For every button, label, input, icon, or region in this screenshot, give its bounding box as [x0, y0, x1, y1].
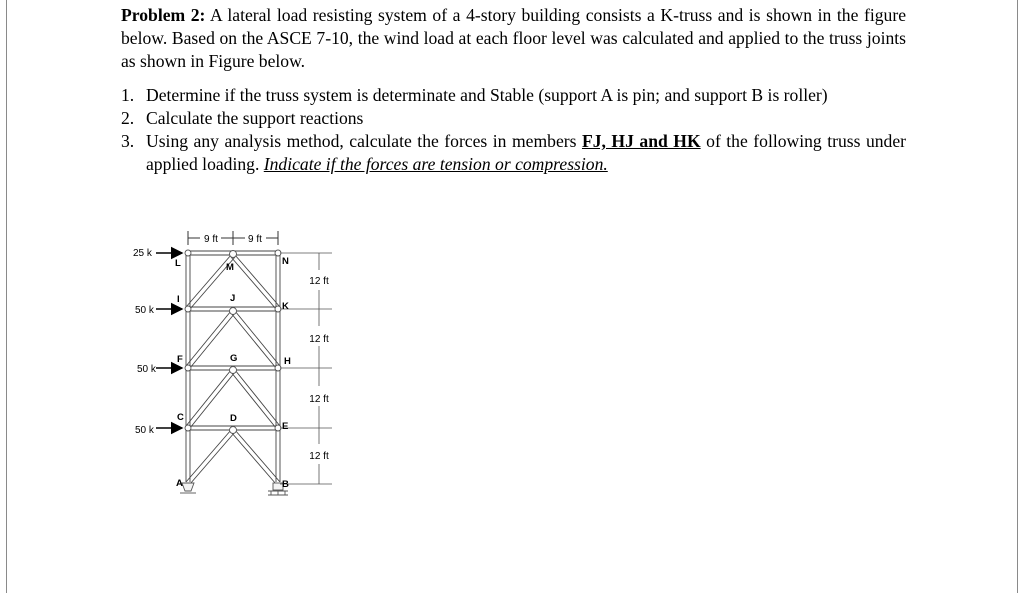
- page-right-border: [1017, 0, 1018, 593]
- problem-label: Problem 2:: [121, 5, 206, 25]
- truss-figure: [120, 226, 340, 511]
- task-item-3: [121, 130, 906, 176]
- joint-label-M: M: [226, 262, 234, 273]
- truss-diagram: [120, 226, 340, 511]
- joint-label-I: I: [177, 294, 180, 305]
- joint-label-A: A: [176, 478, 183, 489]
- load-arrows: [156, 253, 182, 428]
- joint-label-F: F: [177, 354, 183, 365]
- height-dimension: [280, 253, 332, 484]
- joint-label-G: G: [230, 353, 238, 364]
- task-text-2: Calculate the support reactions: [146, 108, 364, 128]
- problem-intro-text: A lateral load resisting system of a 4-story building consists a K-truss and is shown in the figure below. Based on the ASCE 7-10, the wind load at each floor level was calculated and applied to the truss joints as shown in Figure below.: [121, 5, 907, 71]
- task-item-1: [121, 84, 906, 107]
- joint-label-K: K: [282, 301, 289, 312]
- height-label-1: 12 ft: [309, 451, 329, 462]
- task-italic-note: Indicate if the forces are tension or compression.: [263, 154, 608, 174]
- load-label-3: 50 k: [135, 305, 154, 316]
- problem-intro: [121, 4, 906, 73]
- task-text-3a: Using any analysis method, calculate the forces in members: [146, 131, 582, 151]
- joint-label-E: E: [282, 421, 289, 432]
- load-label-2: 50 k: [137, 364, 156, 375]
- height-label-2: 12 ft: [309, 394, 329, 405]
- dim-label-right: 9 ft: [248, 234, 262, 245]
- task-number-1: 1.: [121, 85, 135, 105]
- joint-label-J: J: [230, 293, 236, 304]
- task-item-2: [121, 107, 906, 130]
- joint-label-L: L: [175, 258, 181, 269]
- task-members: FJ, HJ and HK: [581, 131, 701, 151]
- task-number-3: 3.: [121, 131, 135, 151]
- joint-label-N: N: [282, 256, 289, 267]
- load-label-top: 25 k: [133, 248, 152, 259]
- joint-label-D: D: [230, 413, 237, 424]
- joint-label-H: H: [284, 356, 291, 367]
- problem-text: [121, 4, 906, 176]
- load-label-1: 50 k: [135, 425, 154, 436]
- page-left-border: [6, 0, 7, 593]
- joint-label-C: C: [177, 412, 184, 423]
- height-label-3: 12 ft: [309, 334, 329, 345]
- task-text-3b: of the following truss under applied loading.: [146, 131, 907, 174]
- task-number-2: 2.: [121, 108, 135, 128]
- height-label-4: 12 ft: [309, 276, 329, 287]
- dim-label-left: 9 ft: [204, 234, 218, 245]
- task-list: [121, 84, 906, 176]
- top-dimension: [188, 231, 278, 245]
- truss-joints: [185, 250, 281, 434]
- joint-label-B: B: [282, 479, 289, 490]
- task-text-1: Determine if the truss system is determinate and Stable (support A is pin; and support B is roller): [146, 85, 828, 105]
